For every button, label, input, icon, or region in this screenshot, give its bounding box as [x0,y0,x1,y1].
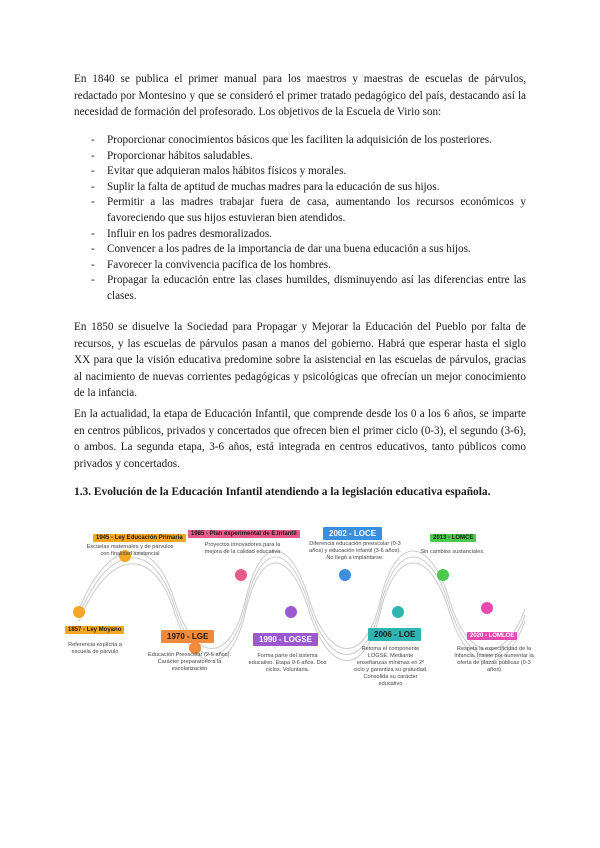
list-item-text: Favorecer la convivencia pacífica de los hombres. [107,258,331,271]
event-label-1970: 1970 - LGE [161,630,214,643]
list-item [74,227,526,243]
list-item [74,180,526,196]
legislation-timeline [65,520,540,710]
bullet-dash: - [91,274,95,287]
event-desc-2002: Diferencia educación preescolar (0-3 años) y educación infantil (3-6 años). No llegó a implantarse. [309,541,401,561]
event-desc-1985: Proyectos innovadores para la mejora de la calidad educativa [204,542,281,555]
paragraph-actualidad: En la actualidad, la etapa de Educación Infantil, que comprende desde los 0 a los 6 años, se imparte en centros públicos, privados y concertados que ofrecen bien el primer ciclo (0-3), el segundo (3-6), o ambos. La segunda etapa, 3-6 años, está integrada en centros educativos, tanto públicos como privados y concertados. [74,408,526,470]
node-2020 [481,602,493,614]
event-label-2020: 2020 - LOMLOE [467,632,517,640]
list-item [74,258,526,274]
event-label-1945: 1945 - Ley Educación Primaria [93,534,186,542]
event-desc-1990: Forma parte del sistema educativo. Etapa 0-6 años. Dos ciclos. Voluntaria. [248,653,327,673]
event-desc-1970: Educación Preescolar (2-5 años). Carácter preparatorio a la escolarización [147,652,232,672]
paragraph-1850: En 1850 se disuelve la Sociedad para Propagar y Mejorar la Educación del Pueblo por falta de recursos, y las escuelas de párvulos pasan a manos del gobierno. Habrá que esperar hasta el siglo XX para que la visión educativa predomine sobre la asistencial en las escuelas de párvulos, gracias al nacimiento de nuevas corrientes pedagógicas y psicológicas que ofrecían un mejor conocimiento de la infancia. [74,321,526,400]
paragraph-manual-1840: En 1840 se publica el primer manual para los maestros y maestras de escuelas de párvulos, redactado por Montesino y que se consideró el primer tratado pedagógico del país, destacando así la necesidad de formación del profesorado. Los objetivos de la Escuela de Virio son: [74,73,526,119]
list-item-text: Permitir a las madres trabajar fuera de casa, aumentando los recursos económicos y favoreciendo que sus hijos estuvieran bien atendidos. [107,196,526,224]
bullet-dash: - [91,165,95,178]
list-item-text: Proporcionar hábitos saludables. [107,149,253,162]
node-1857 [73,606,85,618]
event-desc-2013: Sin cambios sustanciales. [420,549,485,555]
bullet-dash: - [91,180,95,193]
event-desc-1857: Referencia explícita a escuela de párvulo [68,642,122,655]
event-desc-1945: Escuelas maternales y de párvulos con finalidad asistencial [86,544,174,557]
event-label-2013: 2013 - LOMCE [430,534,476,542]
event-label-1857: 1857 - Ley Moyano [65,626,124,634]
bullet-dash: - [91,227,95,240]
list-item-text: Influir en los padres desmoralizados. [107,227,272,240]
event-desc-2020: Respeta la especificidad de la Infancia. Insiste por aumentar la oferta de plazas públicas (0-3 años) [454,646,534,673]
list-item [74,133,526,149]
bullet-dash: - [91,258,95,271]
list-item [74,242,526,258]
list-item-text: Evitar que adquieran malos hábitos físicos y morales. [107,165,347,178]
list-item-text: Suplir la falta de aptitud de muchas madres para la educación de sus hijos. [107,180,440,193]
node-2013 [437,569,449,581]
event-label-2002: 2002 - LOCE [323,527,382,540]
list-item-text: Proporcionar conocimientos básicos que les faciliten la adquisición de los posteriores. [107,134,492,146]
node-1985 [235,569,247,581]
list-item [74,164,526,180]
list-item [74,149,526,165]
event-label-1985: 1985 - Plan experimental de E.Infantil [188,530,300,538]
bullet-dash: - [91,134,95,146]
node-2002 [339,569,351,581]
event-label-2006: 2006 - LOE [368,628,421,641]
event-desc-2006: Retoma el componente LOGSE. Mediante enseñanzas mínimas en 2º ciclo y garantiza su gratuidad. Consolida su carácter educativo [353,646,428,687]
list-item [74,273,526,304]
bullet-dash: - [91,243,95,256]
node-1990 [285,606,297,618]
section-heading: 1.3. Evolución de la Educación Infantil atendiendo a la legislación educativa española. [74,486,491,498]
list-item-text: Convencer a los padres de la importancia de dar una buena educación a sus hijos. [107,243,471,256]
bullet-dash: - [91,149,95,162]
list-item-text: Propagar la educación entre las clases humildes, disminuyendo así las diferencias entre las clases. [107,274,526,302]
bullet-dash: - [91,196,95,209]
event-label-1990: 1990 - LOGSE [253,633,318,646]
list-item [74,195,526,226]
objectives-list [74,133,526,305]
node-2006 [392,606,404,618]
